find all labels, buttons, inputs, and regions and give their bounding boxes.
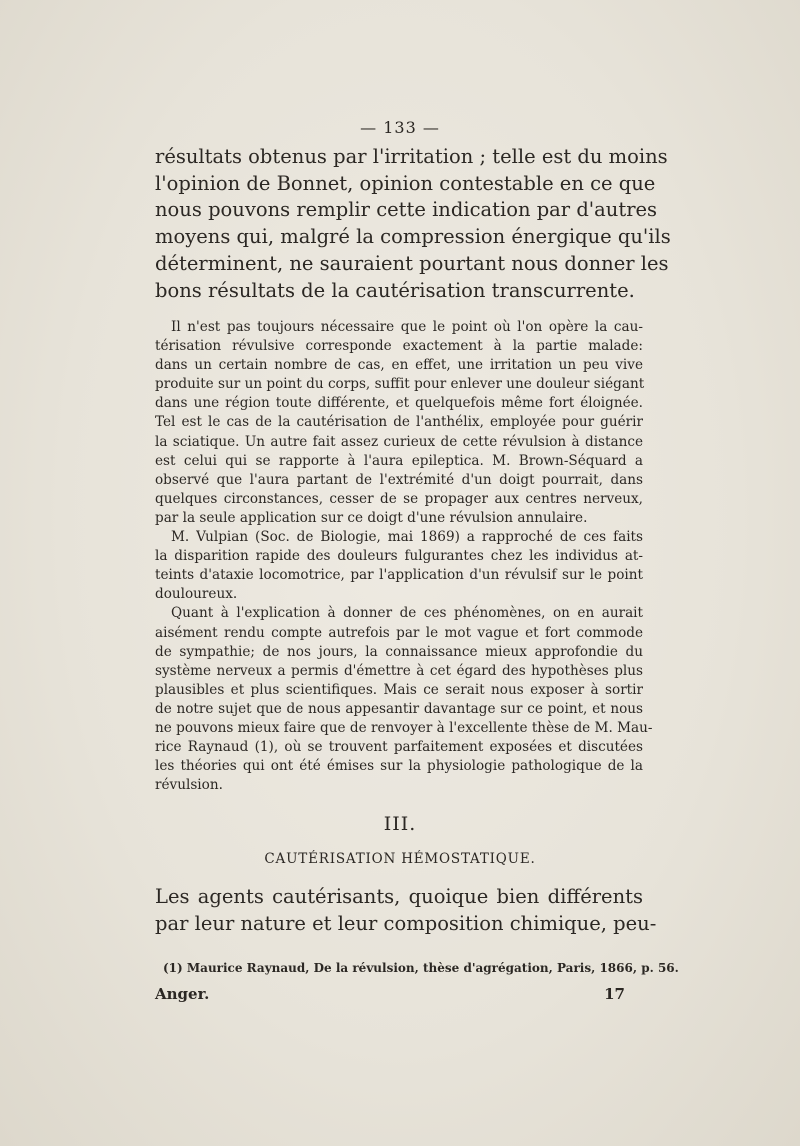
signature-line (155, 985, 625, 1003)
text-line: résultats obtenus par l'irritation ; telle est du moins (155, 145, 668, 168)
text-line: Tel est le cas de la cautérisation de l'anthélix, employée pour guérir (155, 414, 643, 431)
text-line: dans un certain nombre de cas, en effet, une irritation un peu vive (155, 357, 643, 374)
text-line: les théories qui ont été émises sur la physiologie pathologique de la (155, 758, 643, 775)
section-numeral: III. (383, 813, 417, 835)
text-line: quelques circonstances, cesser de se propager aux centres nerveux, (155, 490, 643, 507)
signature-author: Anger. (155, 985, 210, 1003)
text-line: M. Vulpian (Soc. de Biologie, mai 1869) a rapproché de ces faits (171, 529, 643, 546)
text-line: produite sur un point du corps, suffit pour enlever une douleur siégant (155, 376, 645, 393)
text-line: Il n'est pas toujours nécessaire que le point où l'on opère la cau- (171, 319, 643, 335)
text-line: révulsion. (155, 777, 223, 794)
text-line: aisément rendu compte autrefois par le mot vague et fort commode (155, 624, 643, 641)
bottom-paragraph (155, 884, 657, 937)
text-line: la sciatique. Un autre fait assez curieux de cette révulsion à distance (155, 433, 643, 450)
text-line: observé que l'aura partant de l'extrémité d'un doigt pourrait, dans (155, 471, 643, 488)
section-title: CAUTÉRISATION HÉMOSTATIQUE. (264, 851, 536, 867)
small-paragraph-1 (155, 318, 653, 795)
text-line: de sympathie; de nos jours, la connaissance mieux approfondie du (155, 643, 643, 660)
text-line: par la seule application sur ce doigt d'une révulsion annulaire. (155, 509, 588, 526)
text-line: est celui qui se rapporte à l'aura epileptica. M. Brown-Séquard a (155, 452, 643, 469)
text-line: par leur nature et leur composition chimique, peu- (155, 911, 657, 935)
text-line: bons résultats de la cautérisation transcurrente. (155, 278, 635, 302)
text-line: douloureux. (155, 586, 238, 603)
text-line: dans une région toute différente, et quelquefois même fort éloignée. (155, 395, 643, 412)
text-line: plausibles et plus scientifiques. Mais ce serait nous exposer à sortir (155, 681, 643, 698)
page-number: — 133 — (360, 118, 440, 137)
text-line: Les agents cautérisants, quoique bien différents (155, 885, 643, 908)
text-line: ne pouvons mieux faire que de renvoyer à l'excellente thèse de M. Mau- (155, 719, 653, 736)
text-line: système nerveux a permis d'émettre à cet égard des hypothèses plus (155, 662, 643, 679)
text-line: nous pouvons remplir cette indication par d'autres (155, 198, 658, 222)
text-line: l'opinion de Bonnet, opinion contestable en ce que (155, 171, 656, 195)
text-line: de notre sujet que de nous appesantir davantage sur ce point, et nous (155, 700, 643, 717)
text-line: teints d'ataxie locomotrice, par l'application d'un révulsif sur le point (155, 567, 643, 584)
text-line: rice Raynaud (1), où se trouvent parfaitement exposées et discutées (155, 739, 643, 756)
footnote: (1) Maurice Raynaud, De la révulsion, thèse d'agrégation, Paris, 1866, p. 56. (163, 961, 679, 975)
top-paragraph (155, 144, 671, 304)
text-line: Quant à l'explication à donner de ces phénomènes, on en aurait (171, 605, 643, 622)
text-line: la disparition rapide des douleurs fulgurantes chez les individus at- (155, 548, 643, 565)
signature-number: 17 (604, 985, 625, 1003)
text-line: moyens qui, malgré la compression énergique qu'ils (155, 225, 671, 249)
text-line: térisation révulsive corresponde exactement à la partie malade: (155, 338, 643, 355)
text-line: déterminent, ne sauraient pourtant nous donner les (155, 251, 669, 275)
